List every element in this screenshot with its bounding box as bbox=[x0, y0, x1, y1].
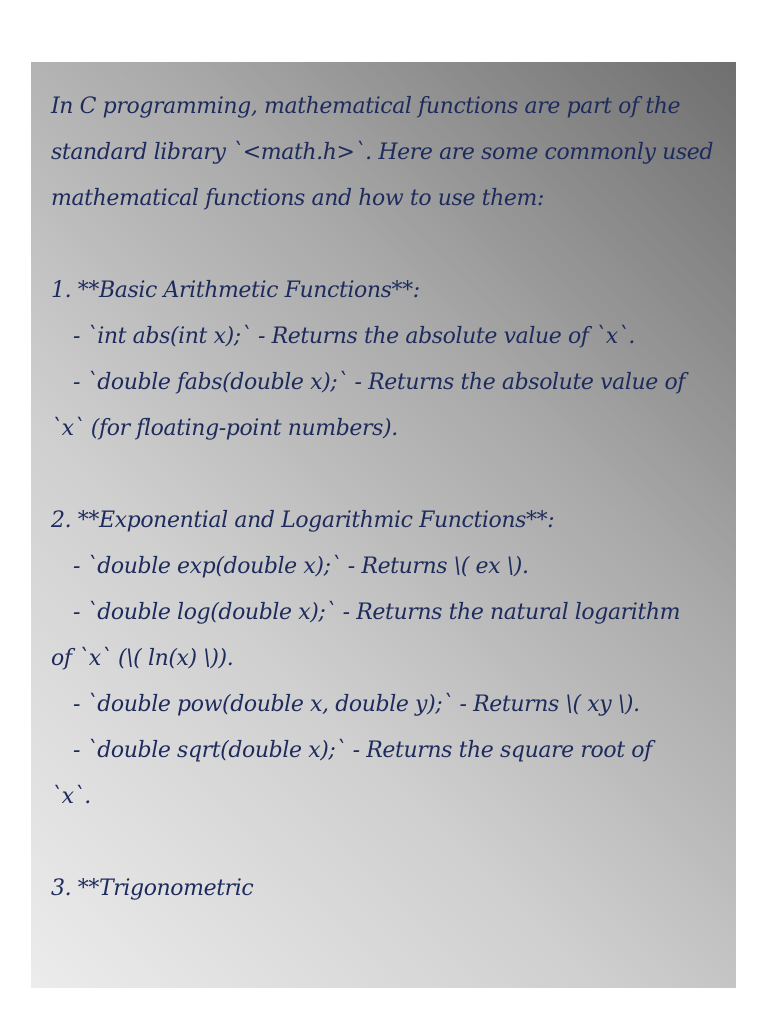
page-text bbox=[51, 84, 723, 912]
list-item: - `double sqrt(double x);` - Returns the square root of bbox=[73, 738, 652, 763]
list-item: - `double pow(double x, double y);` - Returns \( xy \). bbox=[73, 692, 640, 717]
section-heading: 3. **Trigonometric bbox=[51, 876, 254, 901]
text-line: `x` (for floating-point numbers). bbox=[51, 416, 398, 441]
blank-line bbox=[51, 452, 723, 498]
text-line: `x`. bbox=[51, 784, 91, 809]
list-item: - `double log(double x);` - Returns the natural logarithm bbox=[73, 600, 681, 625]
blank-line bbox=[51, 820, 723, 866]
blank-line bbox=[51, 222, 723, 268]
text-line: of `x` (\( ln(x) \)). bbox=[51, 646, 234, 671]
handwritten-page bbox=[31, 62, 736, 988]
section-heading: 1. **Basic Arithmetic Functions**: bbox=[51, 278, 420, 303]
list-item: - `double fabs(double x);` - Returns the absolute value of bbox=[73, 370, 686, 395]
text-line: mathematical functions and how to use them: bbox=[51, 186, 544, 211]
text-line: standard library `<math.h>`. Here are some commonly used bbox=[51, 140, 714, 165]
list-item: - `double exp(double x);` - Returns \( ex \). bbox=[73, 554, 529, 579]
section-heading: 2. **Exponential and Logarithmic Functions**: bbox=[51, 508, 555, 533]
list-item: - `int abs(int x);` - Returns the absolute value of `x`. bbox=[73, 324, 635, 349]
text-line: In C programming, mathematical functions are part of the bbox=[51, 94, 681, 119]
